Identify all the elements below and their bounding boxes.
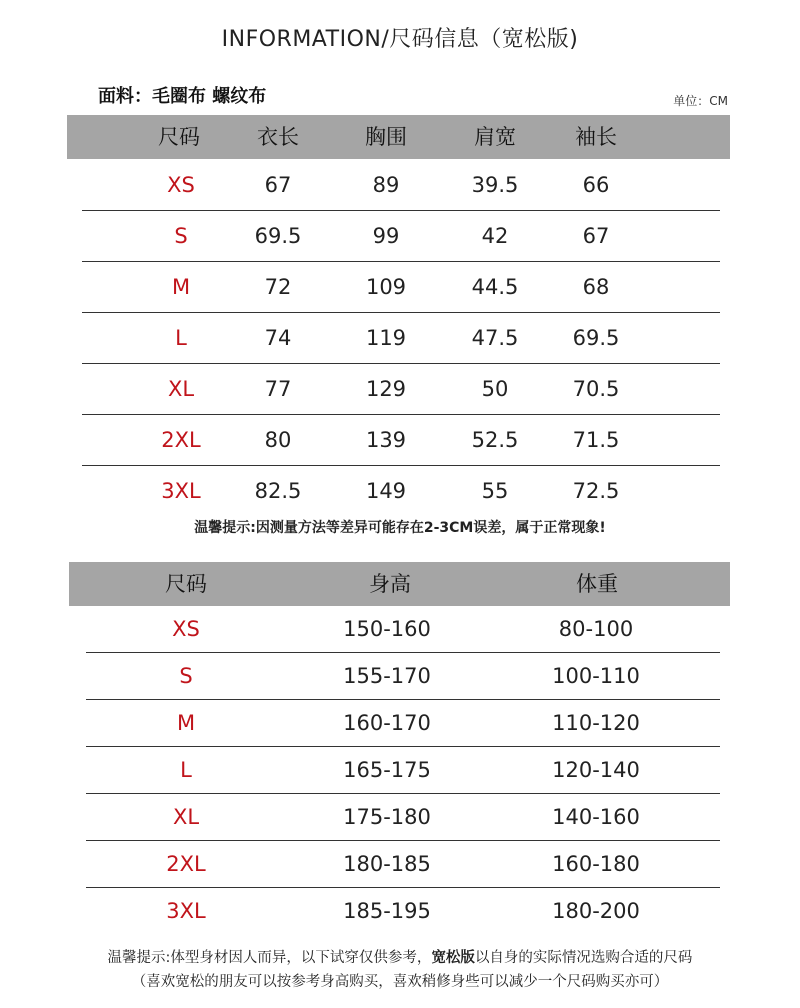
cell-height: 160-170 (343, 711, 431, 735)
cell-size: M (176, 711, 196, 735)
fit-table-header (69, 562, 730, 606)
table-row (86, 794, 720, 841)
unit-label: 单位：CM (673, 94, 728, 108)
fit-tip-highlight: 宽松版 (431, 950, 475, 966)
table-row (86, 841, 720, 888)
cell-weight: 180-200 (552, 899, 640, 923)
cell-chest: 109 (365, 275, 407, 299)
table-row (86, 606, 720, 653)
cell-length: 72 (264, 275, 292, 299)
header-size: 尺码 (158, 125, 200, 149)
cell-height: 150-160 (343, 617, 431, 641)
table-row (82, 160, 720, 211)
cell-sleeve: 67 (582, 224, 610, 248)
fit-tip (0, 946, 800, 967)
cell-weight: 100-110 (552, 664, 640, 688)
cell-size: 2XL (166, 852, 206, 876)
cell-chest: 89 (372, 173, 400, 197)
cell-size: 3XL (166, 899, 206, 923)
cell-chest: 99 (372, 224, 400, 248)
fabric-label: 面料：毛圈布 螺纹布 (98, 86, 267, 107)
cell-length: 67 (264, 173, 292, 197)
cell-height: 155-170 (343, 664, 431, 688)
cell-height: 185-195 (343, 899, 431, 923)
fit-tip-prefix: 温馨提示:体型身材因人而异，以下试穿仅供参考， (107, 950, 432, 966)
header-size: 尺码 (165, 572, 207, 596)
cell-sleeve: 68 (582, 275, 610, 299)
cell-size: S (179, 664, 193, 688)
cell-sleeve: 66 (582, 173, 610, 197)
cell-size: XL (167, 377, 195, 401)
table-row (86, 653, 720, 700)
cell-size: XS (167, 173, 195, 197)
cell-length: 82.5 (254, 479, 302, 503)
fit-tip-suffix: 以自身的实际情况选购合适的尺码 (474, 950, 693, 966)
table-row (82, 211, 720, 262)
cell-chest: 139 (365, 428, 407, 452)
size-table-header (67, 115, 730, 159)
cell-chest: 129 (365, 377, 407, 401)
cell-shoulder: 50 (481, 377, 509, 401)
table-row (86, 888, 720, 935)
cell-size: 2XL (161, 428, 201, 452)
cell-weight: 80-100 (558, 617, 634, 641)
cell-shoulder: 52.5 (471, 428, 519, 452)
cell-sleeve: 72.5 (572, 479, 620, 503)
cell-chest: 149 (365, 479, 407, 503)
measurement-tip: 温馨提示:因测量方法等差异可能存在2-3CM误差，属于正常现象! (194, 520, 606, 536)
cell-sleeve: 70.5 (572, 377, 620, 401)
header-sleeve: 袖长 (575, 125, 617, 149)
header-length: 衣长 (257, 125, 299, 149)
header-height: 身高 (369, 572, 411, 596)
cell-height: 180-185 (343, 852, 431, 876)
table-row (82, 415, 720, 466)
table-row (82, 313, 720, 364)
page-title: INFORMATION/尺码信息（宽松版) (221, 27, 579, 52)
table-row (86, 700, 720, 747)
cell-sleeve: 71.5 (572, 428, 620, 452)
cell-shoulder: 55 (481, 479, 509, 503)
cell-height: 165-175 (343, 758, 431, 782)
table-row (82, 466, 720, 517)
cell-length: 69.5 (254, 224, 302, 248)
cell-length: 77 (264, 377, 292, 401)
cell-shoulder: 44.5 (471, 275, 519, 299)
cell-sleeve: 69.5 (572, 326, 620, 350)
header-shoulder: 肩宽 (474, 125, 516, 149)
cell-size: L (175, 326, 187, 350)
cell-weight: 140-160 (552, 805, 640, 829)
fit-tip-note: （喜欢宽松的朋友可以按参考身高购买，喜欢稍修身些可以减少一个尺码购买亦可） (131, 974, 669, 990)
cell-shoulder: 39.5 (471, 173, 519, 197)
header-weight: 体重 (576, 572, 618, 596)
table-row (82, 262, 720, 313)
cell-size: XL (172, 805, 200, 829)
cell-weight: 120-140 (552, 758, 640, 782)
cell-chest: 119 (365, 326, 407, 350)
cell-shoulder: 47.5 (471, 326, 519, 350)
cell-size: L (180, 758, 192, 782)
cell-size: S (174, 224, 188, 248)
table-row (82, 364, 720, 415)
cell-height: 175-180 (343, 805, 431, 829)
cell-size: XS (172, 617, 200, 641)
cell-length: 80 (264, 428, 292, 452)
cell-length: 74 (264, 326, 292, 350)
cell-size: M (171, 275, 191, 299)
cell-size: 3XL (161, 479, 201, 503)
cell-weight: 160-180 (552, 852, 640, 876)
table-row (86, 747, 720, 794)
header-chest: 胸围 (365, 125, 407, 149)
cell-weight: 110-120 (552, 711, 640, 735)
cell-shoulder: 42 (481, 224, 509, 248)
